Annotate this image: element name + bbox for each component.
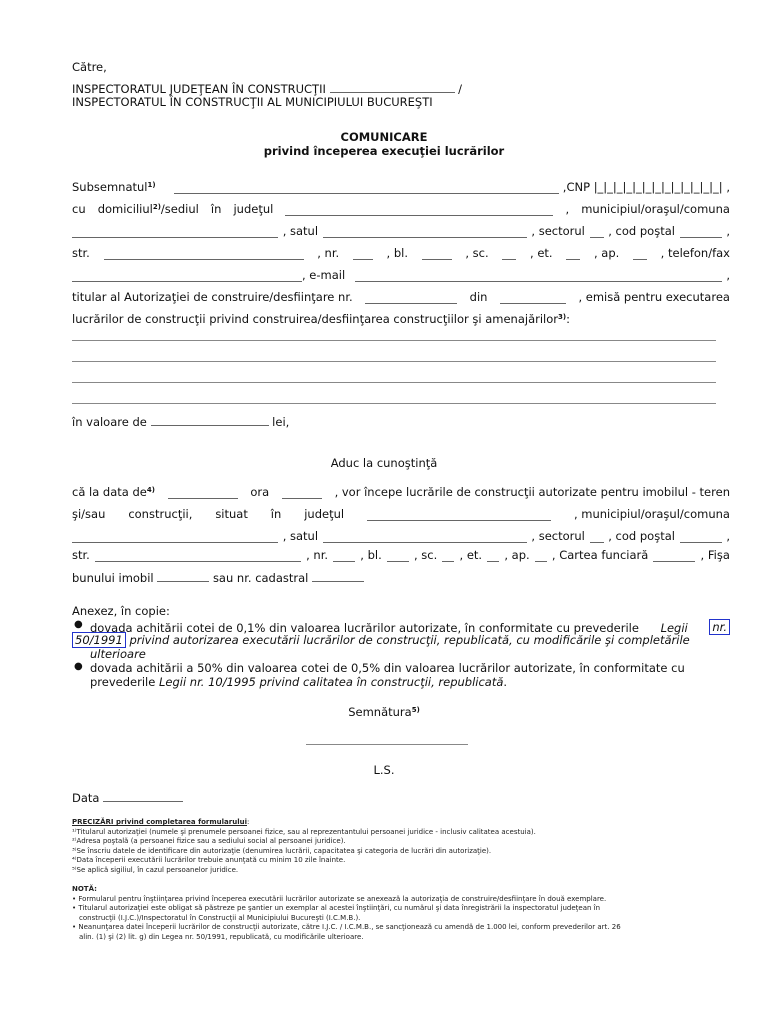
municipiul-label-2: , municipiul/oraşul/comuna bbox=[573, 507, 730, 521]
cadastral-field[interactable] bbox=[312, 570, 364, 582]
cnp-field[interactable]: |_|_|_|_|_|_|_|_|_|_|_|_|_| bbox=[593, 180, 723, 194]
ap-label: , ap. bbox=[593, 246, 620, 260]
anexa-1-end: ulterioare bbox=[90, 647, 146, 661]
cod-postal-field[interactable] bbox=[680, 226, 722, 238]
fisa-label: , Fişa bbox=[700, 548, 730, 562]
bl-label-2: , bl. bbox=[360, 548, 382, 562]
doc-title: COMUNICARE bbox=[340, 130, 428, 144]
precizari-block bbox=[72, 818, 730, 876]
row-domiciliu: cu domiciliul$^{2)}$/sediul în judeţul , municipiul/oraşul/comuna bbox=[72, 202, 730, 216]
data-incepere-field[interactable] bbox=[168, 487, 238, 499]
cartea-field[interactable] bbox=[653, 550, 695, 562]
anexa-2-prev: prevederile bbox=[90, 675, 156, 689]
telefon-label: , telefon/fax bbox=[660, 246, 730, 260]
localitate-imobil-field[interactable] bbox=[72, 531, 278, 543]
nota-item-3a: Neanunţarea datei începerii lucrărilor de construcţii autorizate, către I.J.C. / I.C.M.B., se sancţionează cu amendă de 1.000 lei, conform prevederilor art. 26 bbox=[78, 923, 621, 932]
judet-field[interactable] bbox=[285, 204, 553, 216]
sau-nr-label: sau nr. cadastral bbox=[212, 571, 309, 585]
note-3: ³⁾Se înscriu datele de identificare din autorizaţie (denumirea lucrării, capacitatea şi categoria de lucrări din autorizaţie). bbox=[72, 846, 492, 855]
autorizatie-data-field[interactable] bbox=[500, 292, 566, 304]
nota-block: NOTĂ: • Formularul pentru înştiinţarea privind începerea executării lucrărilor autorizate se anexează la autorizaţia de construire/desfiinţare în două exemplare. • Titularul autorizaţiei este obligat să păstreze pe şantier un exemplar al acestei înştiinţări, cu numărul şi data înregistrării la inspectoratul judeţean în construcţii (I.J.C.)/Inspectoratul în Construcţii al Municipiului Bucureşti (I.C.M.B.). • Neanunţarea datei începerii lucrărilor de construcţii autorizate, către I.J.C. / I.C.M.B., se sancţionează cu amendă de 1.000 lei, conform prevederilor art. 26 alin. (1) şi (2) lit. g) din Legea nr. 50/1991, republicată, cu modificările ulterioare. bbox=[72, 885, 730, 943]
judetul-label: judeţul bbox=[233, 202, 274, 216]
email-label: , e-mail bbox=[302, 268, 346, 282]
vor-incepe-label: , vor începe lucrările de construcţii autorizate pentru imobilul - teren bbox=[334, 485, 730, 499]
colon: : bbox=[566, 312, 570, 326]
nr-field[interactable] bbox=[353, 248, 373, 260]
valoare-label: în valoare de bbox=[72, 415, 147, 429]
cnp-label: ,CNP bbox=[562, 180, 591, 194]
et-field[interactable] bbox=[566, 248, 580, 260]
autorizatie-nr-field[interactable] bbox=[365, 292, 457, 304]
constructii-label: construcţii, bbox=[128, 507, 193, 521]
anexa-1-legii: Legii bbox=[660, 621, 688, 635]
ca-la-data-label: că la data de bbox=[72, 485, 147, 499]
nota-item-3b: alin. (1) şi (2) lit. g) din Legea nr. 50/1991, republicată, cu modificările ulterioare. bbox=[79, 932, 364, 941]
titular-label: titular al Autorizaţiei de construire/desfiinţare nr. bbox=[72, 290, 353, 304]
signature-label bbox=[0, 705, 768, 719]
ap-imobil-field[interactable] bbox=[535, 550, 547, 562]
et-label-2: , et. bbox=[459, 548, 483, 562]
row-valoare bbox=[72, 414, 730, 429]
bl-field[interactable] bbox=[422, 248, 452, 260]
strada-imobil-field[interactable] bbox=[95, 550, 301, 562]
colon: : bbox=[247, 818, 250, 826]
sector-imobil-field[interactable] bbox=[590, 531, 604, 543]
satul-imobil-field[interactable] bbox=[323, 531, 527, 543]
description-line-1[interactable] bbox=[72, 340, 716, 341]
sc-label-2: , sc. bbox=[414, 548, 438, 562]
email-field[interactable] bbox=[355, 270, 722, 282]
description-line-2[interactable] bbox=[72, 361, 716, 362]
data-field[interactable] bbox=[103, 790, 183, 802]
sector-field[interactable] bbox=[590, 226, 604, 238]
bullet-icon: ● bbox=[74, 619, 83, 630]
nota-title: NOTĂ: bbox=[72, 885, 97, 893]
sectorul-label: , sectorul bbox=[531, 224, 585, 238]
str-label-2: str. bbox=[72, 548, 90, 562]
satul-label-2: , satul bbox=[282, 529, 319, 543]
cartea-label: , Cartea funciară bbox=[551, 548, 649, 562]
valoare-field[interactable] bbox=[151, 414, 269, 426]
situat-label: situat bbox=[215, 507, 248, 521]
in-label-2: în bbox=[270, 507, 282, 521]
note-5: ⁵⁾Se aplică sigiliul, în cazul persoanelor juridice. bbox=[72, 865, 239, 874]
recipient-label: Către, bbox=[72, 60, 107, 74]
anexa-2-line-2 bbox=[90, 675, 730, 689]
row-situat bbox=[72, 507, 730, 521]
cod-postal-label: , cod poştal bbox=[608, 224, 675, 238]
inspectorat-judetean: INSPECTORATUL JUDEŢEAN ÎN CONSTRUCŢII bbox=[72, 82, 326, 96]
ora-label: ora bbox=[250, 485, 270, 499]
row-cadastral bbox=[72, 570, 730, 585]
emisa-label: , emisă pentru executarea bbox=[578, 290, 730, 304]
signature-line[interactable] bbox=[306, 744, 468, 745]
nota-item-2a: Titularul autorizaţiei este obligat să păstreze pe şantier un exemplar al acestei înştiinţări, cu numărul şi data înregistrării la inspectoratul judeţean în bbox=[78, 904, 601, 913]
recipient-line-1 bbox=[72, 81, 730, 96]
row-data bbox=[72, 790, 730, 805]
footnote-4: 4) bbox=[146, 486, 155, 494]
satul-label: , satul bbox=[282, 224, 319, 238]
note-1: ¹⁾Titularul autorizaţiei (numele şi prenumele persoanei fizice, sau al reprezentantului persoanei juridice - inclusiv calitatea acestuia). bbox=[72, 827, 536, 836]
ora-field[interactable] bbox=[282, 487, 322, 499]
anexa-2-law: Legii nr. 10/1995 privind calitatea în construcţii, republicată bbox=[158, 675, 504, 689]
note-2: ²⁾Adresa poştală (a persoanei fizice sau a sediului social al persoanei juridice). bbox=[72, 837, 346, 846]
strada-field[interactable] bbox=[104, 248, 304, 260]
row-subsemnatul: Subsemnatul$^{1)}$ ,CNP |_|_|_|_|_|_|_|_|_|_|_|_|_| , bbox=[72, 180, 730, 194]
row-satul: , satul , sectorul , cod poştal , bbox=[72, 224, 730, 238]
sc-imobil-field[interactable] bbox=[442, 550, 454, 562]
sc-field[interactable] bbox=[502, 248, 516, 260]
footnote-1: 1) bbox=[147, 181, 156, 189]
row-strada bbox=[72, 246, 730, 260]
et-imobil-field[interactable] bbox=[487, 550, 499, 562]
recipient-line-2: INSPECTORATUL ÎN CONSTRUCŢII AL MUNICIPIULUI BUCUREŞTI bbox=[72, 95, 433, 109]
din-label: din bbox=[469, 290, 488, 304]
row-strada-2 bbox=[72, 548, 730, 562]
satul-field[interactable] bbox=[323, 226, 527, 238]
telefon-field[interactable] bbox=[72, 270, 302, 282]
judet-imobil-field[interactable] bbox=[367, 509, 551, 521]
ls-label: L.S. bbox=[373, 763, 395, 777]
data-label: Data bbox=[72, 791, 100, 805]
row-lucrarilor bbox=[72, 312, 730, 326]
anexa-1-ref-2[interactable]: 50/1991 bbox=[72, 632, 126, 648]
nota-item-1: Formularul pentru înştiinţarea privind începerea executării lucrărilor autorizate se anexează la autorizaţia de construire/desfiinţare în două exemplare. bbox=[78, 894, 607, 903]
bullet-icon: ● bbox=[74, 661, 83, 672]
localitate-field[interactable] bbox=[72, 226, 278, 238]
row-autorizatie bbox=[72, 290, 730, 304]
str-label: str. bbox=[72, 246, 90, 260]
anexez-title: Anexez, în copie: bbox=[72, 604, 170, 618]
sediul-label: /sediul bbox=[160, 202, 199, 216]
name-field[interactable] bbox=[174, 182, 559, 194]
judetul-label-2: judeţul bbox=[304, 507, 345, 521]
period: . bbox=[503, 675, 508, 689]
doc-subtitle: privind începerea execuţiei lucrărilor bbox=[263, 144, 505, 158]
description-line-4[interactable] bbox=[72, 403, 716, 404]
row-satul-2: , satul , sectorul , cod poştal , bbox=[72, 529, 730, 543]
ap-label-2: , ap. bbox=[504, 548, 530, 562]
row-email: , e-mail , bbox=[72, 268, 730, 282]
bl-imobil-field[interactable] bbox=[387, 550, 409, 562]
bl-label: , bl. bbox=[386, 246, 408, 260]
judet-blank[interactable] bbox=[330, 81, 455, 93]
si-sau-label: şi/sau bbox=[72, 507, 106, 521]
footnote-3: 3) bbox=[558, 313, 567, 321]
nota-item-2b: construcţii (I.J.C.)/Inspectoratul în Construcţii al Municipiului Bucureşti (I.C.M.B.). bbox=[79, 913, 361, 922]
subsemnatul-label: Subsemnatul bbox=[72, 180, 148, 194]
footnote-5: 5) bbox=[411, 706, 420, 714]
nr-label: , nr. bbox=[317, 246, 340, 260]
fisa-field[interactable] bbox=[157, 570, 209, 582]
lei-label: lei, bbox=[272, 415, 290, 429]
et-label: , et. bbox=[530, 246, 553, 260]
footnote-2: 2) bbox=[152, 203, 161, 211]
anexa-1-text: dovada achitării cotei de 0,1% din valoarea lucrărilor autorizate, în conformitate cu prevederile bbox=[90, 621, 639, 635]
cod-postal-imobil-field[interactable] bbox=[680, 531, 722, 543]
municipiul-label: municipiul/oraşul/comuna bbox=[581, 202, 730, 216]
sc-label: , sc. bbox=[465, 246, 489, 260]
cu-label: cu bbox=[72, 202, 86, 216]
nr-label-2: , nr. bbox=[306, 548, 329, 562]
cod-postal-label-2: , cod poştal bbox=[608, 529, 675, 543]
anexa-1-line-2 bbox=[72, 633, 730, 647]
anexa-1-rest: privind autorizarea executării lucrărilor de construcţii, republicată, cu modificările şi completările bbox=[129, 633, 690, 647]
slash: / bbox=[458, 82, 463, 96]
domiciliul-label: domiciliul bbox=[97, 202, 153, 216]
description-line-3[interactable] bbox=[72, 382, 716, 383]
lucrarilor-label: lucrărilor de construcţii privind construirea/desfiinţarea construcţiilor şi amenajărilor bbox=[72, 312, 559, 326]
aduc-heading: Aduc la cunoştinţă bbox=[330, 456, 438, 470]
bunului-label: bunului imobil bbox=[72, 571, 154, 585]
precizari-title: PRECIZĂRI privind completarea formularului bbox=[72, 818, 247, 826]
row-data-incepere bbox=[72, 485, 730, 499]
in-label: în bbox=[210, 202, 222, 216]
sectorul-label-2: , sectorul bbox=[531, 529, 585, 543]
note-4: ⁴⁾Data începerii executării lucrărilor trebuie anunţată cu minim 10 zile înainte. bbox=[72, 856, 346, 865]
anexa-1-ref[interactable]: nr. bbox=[709, 619, 730, 635]
ap-field[interactable] bbox=[633, 248, 647, 260]
semnatura-text: Semnătura bbox=[348, 705, 412, 719]
nr-imobil-field[interactable] bbox=[333, 550, 355, 562]
anexa-2-line-1: dovada achitării a 50% din valoarea cotei de 0,5% din valoarea lucrărilor autorizate, în conformitate cu bbox=[90, 661, 685, 675]
